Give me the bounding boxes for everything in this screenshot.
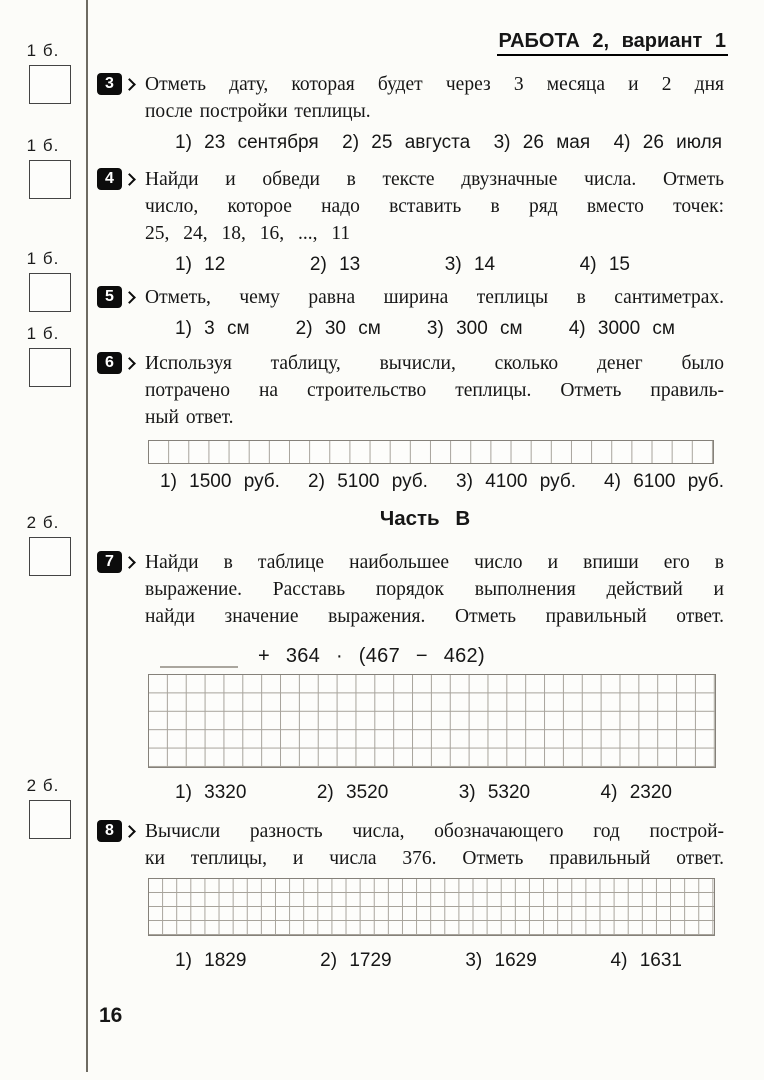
answer-option-4[interactable]: 4) 26 июля [613,132,722,153]
score-field-task-4 [0,136,86,199]
answer-option-4[interactable]: 4) 3000 см [568,318,675,339]
answer-option-1[interactable]: 1) 1829 [175,950,247,971]
score-field-task-7 [0,513,86,576]
page-number: 16 [99,1004,123,1027]
score-box[interactable] [29,65,71,104]
score-label: 1 б. [26,324,60,343]
score-label: 1 б. [26,249,60,268]
score-label: 1 б. [26,136,60,155]
answer-work-grid[interactable] [148,674,716,768]
task-text-line: после постройки теплицы. [145,101,371,122]
score-box[interactable] [29,273,71,312]
fill-in-blank-line[interactable] [160,648,238,668]
task-6 [86,350,764,493]
answer-option-2[interactable]: 2) 13 [309,254,361,275]
score-field-task-8 [0,776,86,839]
answer-option-4[interactable]: 4) 6100 руб. [604,471,724,492]
task-number: 8 [97,820,122,842]
answer-option-2[interactable]: 2) 25 августа [342,132,471,153]
task-text-line: потрачено на строительство теплицы. Отметь правиль- [145,380,724,401]
task-4-options [175,254,630,276]
task-text-line: Найди и обведи в тексте двузначные числа. Отметь [145,169,724,190]
answer-option-2[interactable]: 2) 30 см [295,318,381,339]
worksheet-content [86,0,764,1028]
task-7 [86,549,764,804]
chevron-right-icon [123,291,136,304]
answer-option-4[interactable]: 4) 1631 [610,950,682,971]
answer-option-2[interactable]: 2) 5100 руб. [308,471,428,492]
task-8-number-badge [97,820,134,842]
chevron-right-icon [123,357,136,370]
task-text-line: Отметь, чему равна ширина теплицы в сантиметрах. [145,287,724,308]
answer-option-1[interactable]: 1) 1500 руб. [160,471,280,492]
answer-option-1[interactable]: 1) 12 [175,254,226,275]
task-4 [86,166,764,276]
task-6-number-badge [97,352,134,374]
work-title: РАБОТА 2, вариант 1 [497,30,729,56]
score-field-task-5 [0,249,86,312]
score-label: 2 б. [26,776,60,795]
task-8 [86,818,764,972]
expression-row [160,642,724,668]
chevron-right-icon [123,556,136,569]
task-number: 7 [97,551,122,573]
chevron-right-icon [123,173,136,186]
answer-option-2[interactable]: 2) 3520 [316,782,389,803]
task-8-options [175,950,682,972]
task-3-options [175,132,722,154]
task-number: 6 [97,352,122,374]
score-label: 1 б. [26,41,60,60]
answer-work-grid[interactable] [148,878,715,936]
task-number: 5 [97,286,122,308]
score-box[interactable] [29,160,71,199]
task-3-number-badge [97,73,134,95]
score-box[interactable] [29,537,71,576]
answer-option-3[interactable]: 3) 4100 руб. [456,471,576,492]
answer-option-1[interactable]: 1) 23 сентября [175,132,319,153]
task-text-line: Найди в таблице наибольшее число и впиши его в [145,552,724,573]
task-text-line: ки теплицы, и числа 376. Отметь правильный ответ. [145,848,724,869]
task-text-line: найди значение выражения. Отметь правильный ответ. [145,606,724,627]
task-5 [86,284,764,340]
task-7-number-badge [97,551,134,573]
worksheet-header [86,30,764,53]
answer-option-3[interactable]: 3) 1629 [465,950,537,971]
task-3 [86,71,764,154]
score-box[interactable] [29,800,71,839]
task-text-line: Отметь дату, которая будет через 3 месяца и 2 дня [145,74,724,95]
answer-option-4[interactable]: 4) 15 [579,254,630,275]
number-sequence: 25, 24, 18, 16, ..., 11 [145,223,351,244]
answer-option-3[interactable]: 3) 14 [444,254,496,275]
task-text-line: ный ответ. [145,407,234,428]
answer-option-1[interactable]: 1) 3320 [175,782,247,803]
task-4-number-badge [97,168,134,190]
score-label: 2 б. [26,513,60,532]
chevron-right-icon [123,825,136,838]
chevron-right-icon [123,78,136,91]
task-text-line: Используя таблицу, вычисли, сколько денег было [145,353,724,374]
task-number: 4 [97,168,122,190]
answer-option-3[interactable]: 3) 300 см [426,318,523,339]
score-field-task-6 [0,324,86,387]
task-text-line: Вычисли разность числа, обозначающего год построй- [145,821,724,842]
task-number: 3 [97,73,122,95]
answer-work-grid[interactable] [148,440,714,464]
answer-option-1[interactable]: 1) 3 см [175,318,250,339]
score-box[interactable] [29,348,71,387]
answer-option-3[interactable]: 3) 5320 [458,782,531,803]
task-5-options [175,318,675,340]
task-text-line: выражение. Расставь порядок выполнения действий и [145,579,724,600]
task-6-options [160,471,724,493]
answer-option-2[interactable]: 2) 1729 [320,950,392,971]
answer-option-3[interactable]: 3) 26 мая [493,132,591,153]
score-field-task-3 [0,41,86,104]
task-7-options [175,782,672,804]
expression-text: + 364 · (467 − 462) [258,645,485,667]
task-5-number-badge [97,286,134,308]
part-b-heading: Часть В [379,507,471,530]
answer-option-4[interactable]: 4) 2320 [600,782,672,803]
task-text-line: число, которое надо вставить в ряд вместо точек: [145,196,724,217]
